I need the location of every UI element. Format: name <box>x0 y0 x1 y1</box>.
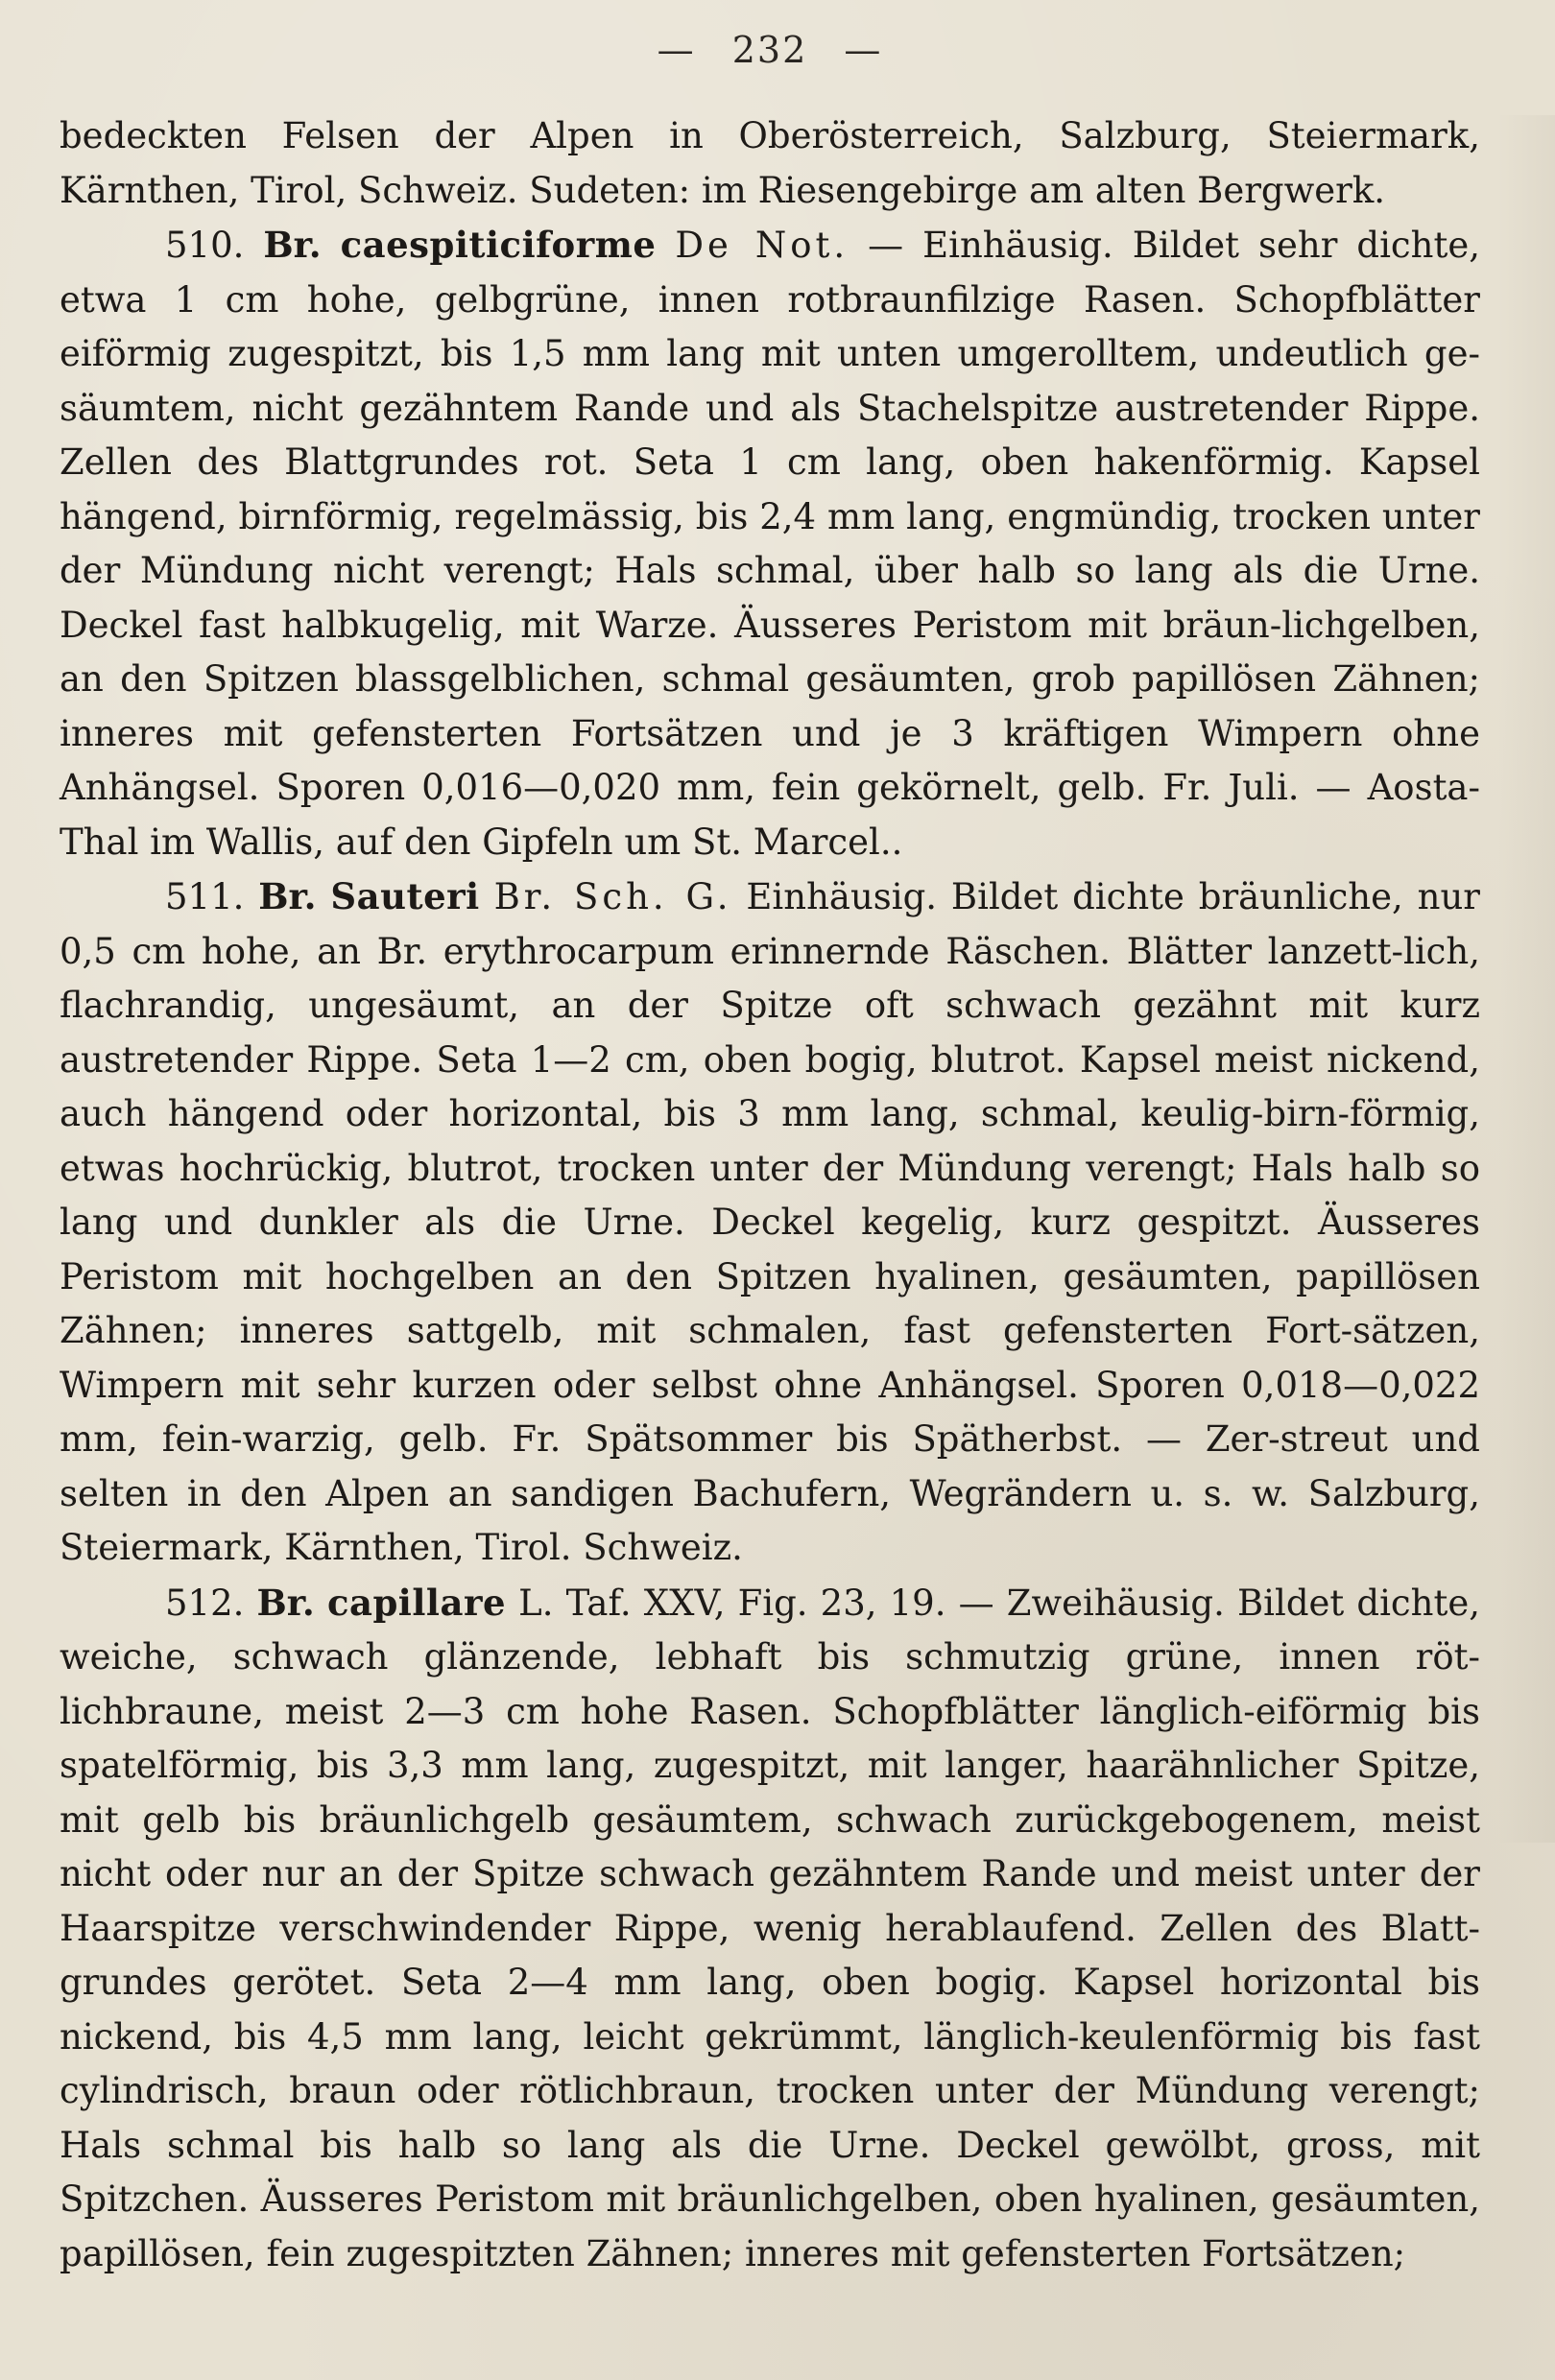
species-author: De Not. <box>675 225 849 266</box>
species-name: capillare <box>326 1581 506 1624</box>
entry-number: 512. <box>165 1582 245 1624</box>
page-header <box>60 29 1480 71</box>
species-name: caespiticiforme <box>340 224 657 266</box>
species-entry-510 <box>60 218 1480 869</box>
species-entry-512 <box>60 1576 1480 2282</box>
header-dash-right: — <box>844 29 883 71</box>
species-description: — Einhäusig. Bildet sehr dichte, etwa 1 cm hohe, gelbgrüne, innen rotbraunfilzige Rasen. Schopfblätter eiförmig zugespitzt, bis 1,5 mm lang mit unten umgerolltem, undeutlich ge-säumtem, nicht gezähntem Rande und als Stachelspitze austretender Rippe. Zellen des Blattgrundes rot. Seta 1 cm lang, oben hakenförmig. Kapsel hängend, birnförmig, regelmässig, bis 2,4 mm lang, engmündig, trocken unter der Mündung nicht verengt; Hals schmal, über halb so lang als die Urne. Deckel fast halbkugelig, mit Warze. Äusseres Peristom mit bräun-lichgelben, an den Spitzen blassgelblichen, schmal gesäumten, grob papillösen Zähnen; inneres mit gefensterten Fortsätzen und je 3 kräftigen Wimpern ohne Anhängsel. Sporen 0,016—0,020 mm, fein gekörnelt, gelb. Fr. Juli. — Aosta-Thal im Wallis, auf den Gipfeln um St. Marcel.. <box>60 225 1480 863</box>
continued-paragraph: bedeckten Felsen der Alpen in Oberösterreich, Salzburg, Steiermark, Kärnthen, Tirol, Schweiz. Sudeten: im Riesengebirge am alten Bergwerk. <box>60 115 1480 211</box>
page-edge-shadow <box>1497 115 1555 1843</box>
page-number: 232 <box>731 29 808 71</box>
header-dash-left: — <box>657 29 696 71</box>
species-author: L. <box>518 1582 554 1624</box>
entry-number: 511. <box>165 876 245 917</box>
genus-abbrev: Br. <box>258 875 317 917</box>
species-name: Sauteri <box>330 875 480 917</box>
species-description: Einhäusig. Bildet dichte bräunliche, nur 0,5 cm hohe, an Br. erythrocarpum erinnernde Räschen. Blätter lanzett-lich, flachrandig, ungesäumt, an der Spitze oft schwach gezähnt mit kurz austretender Rippe. Seta 1—2 cm, oben bogig, blutrot. Kapsel meist nickend, auch hängend oder horizontal, bis 3 mm lang, schmal, keulig-birn-förmig, etwas hochrückig, blutrot, trocken unter der Mündung verengt; Hals halb so lang und dunkler als die Urne. Deckel kegelig, kurz gespitzt. Äusseres Peristom mit hochgelben an den Spitzen hyalinen, gesäumten, papillösen Zähnen; inneres sattgelb, mit schmalen, fast gefensterten Fort-sätzen, Wimpern mit sehr kurzen oder selbst ohne Anhängsel. Sporen 0,018—0,022 mm, fein-warzig, gelb. Fr. Spätsommer bis Spätherbst. — Zer-streut und selten in den Alpen an sandigen Bachufern, Wegrändern u. s. w. Salzburg, Steiermark, Kärnthen, Tirol. Schweiz. <box>60 876 1480 1568</box>
species-entry-511 <box>60 869 1480 1576</box>
genus-abbrev: Br. <box>256 1581 315 1624</box>
genus-abbrev: Br. <box>263 224 322 266</box>
entry-number: 510. <box>165 225 245 266</box>
species-description: Taf. XXV, Fig. 23, 19. — Zweihäusig. Bildet dichte, weiche, schwach glänzende, lebhaft bis schmutzig grüne, innen röt-lichbraune, meist 2—3 cm hohe Rasen. Schopfblätter länglich-eiförmig bis spatelförmig, bis 3,3 mm lang, zugespitzt, mit langer, haarähnlicher Spitze, mit gelb bis bräunlichgelb gesäumtem, schwach zurückgebogenem, meist nicht oder nur an der Spitze schwach gezähntem Rande und meist unter der Haarspitze verschwindender Rippe, wenig herablaufend. Zellen des Blatt-grundes gerötet. Seta 2—4 mm lang, oben bogig. Kapsel horizontal bis nickend, bis 4,5 mm lang, leicht gekrümmt, länglich-keulenförmig bis fast cylindrisch, braun oder rötlichbraun, trocken unter der Mündung verengt; Hals schmal bis halb so lang als die Urne. Deckel gewölbt, gross, mit Spitzchen. Äusseres Peristom mit bräunlichgelben, oben hyalinen, gesäumten, papillösen, fein zugespitzten Zähnen; inneres mit gefensterten Fortsätzen; <box>60 1582 1481 2274</box>
body-text <box>60 109 1480 2281</box>
book-page <box>60 29 1480 2351</box>
species-author: Br. Sch. G. <box>493 876 732 917</box>
